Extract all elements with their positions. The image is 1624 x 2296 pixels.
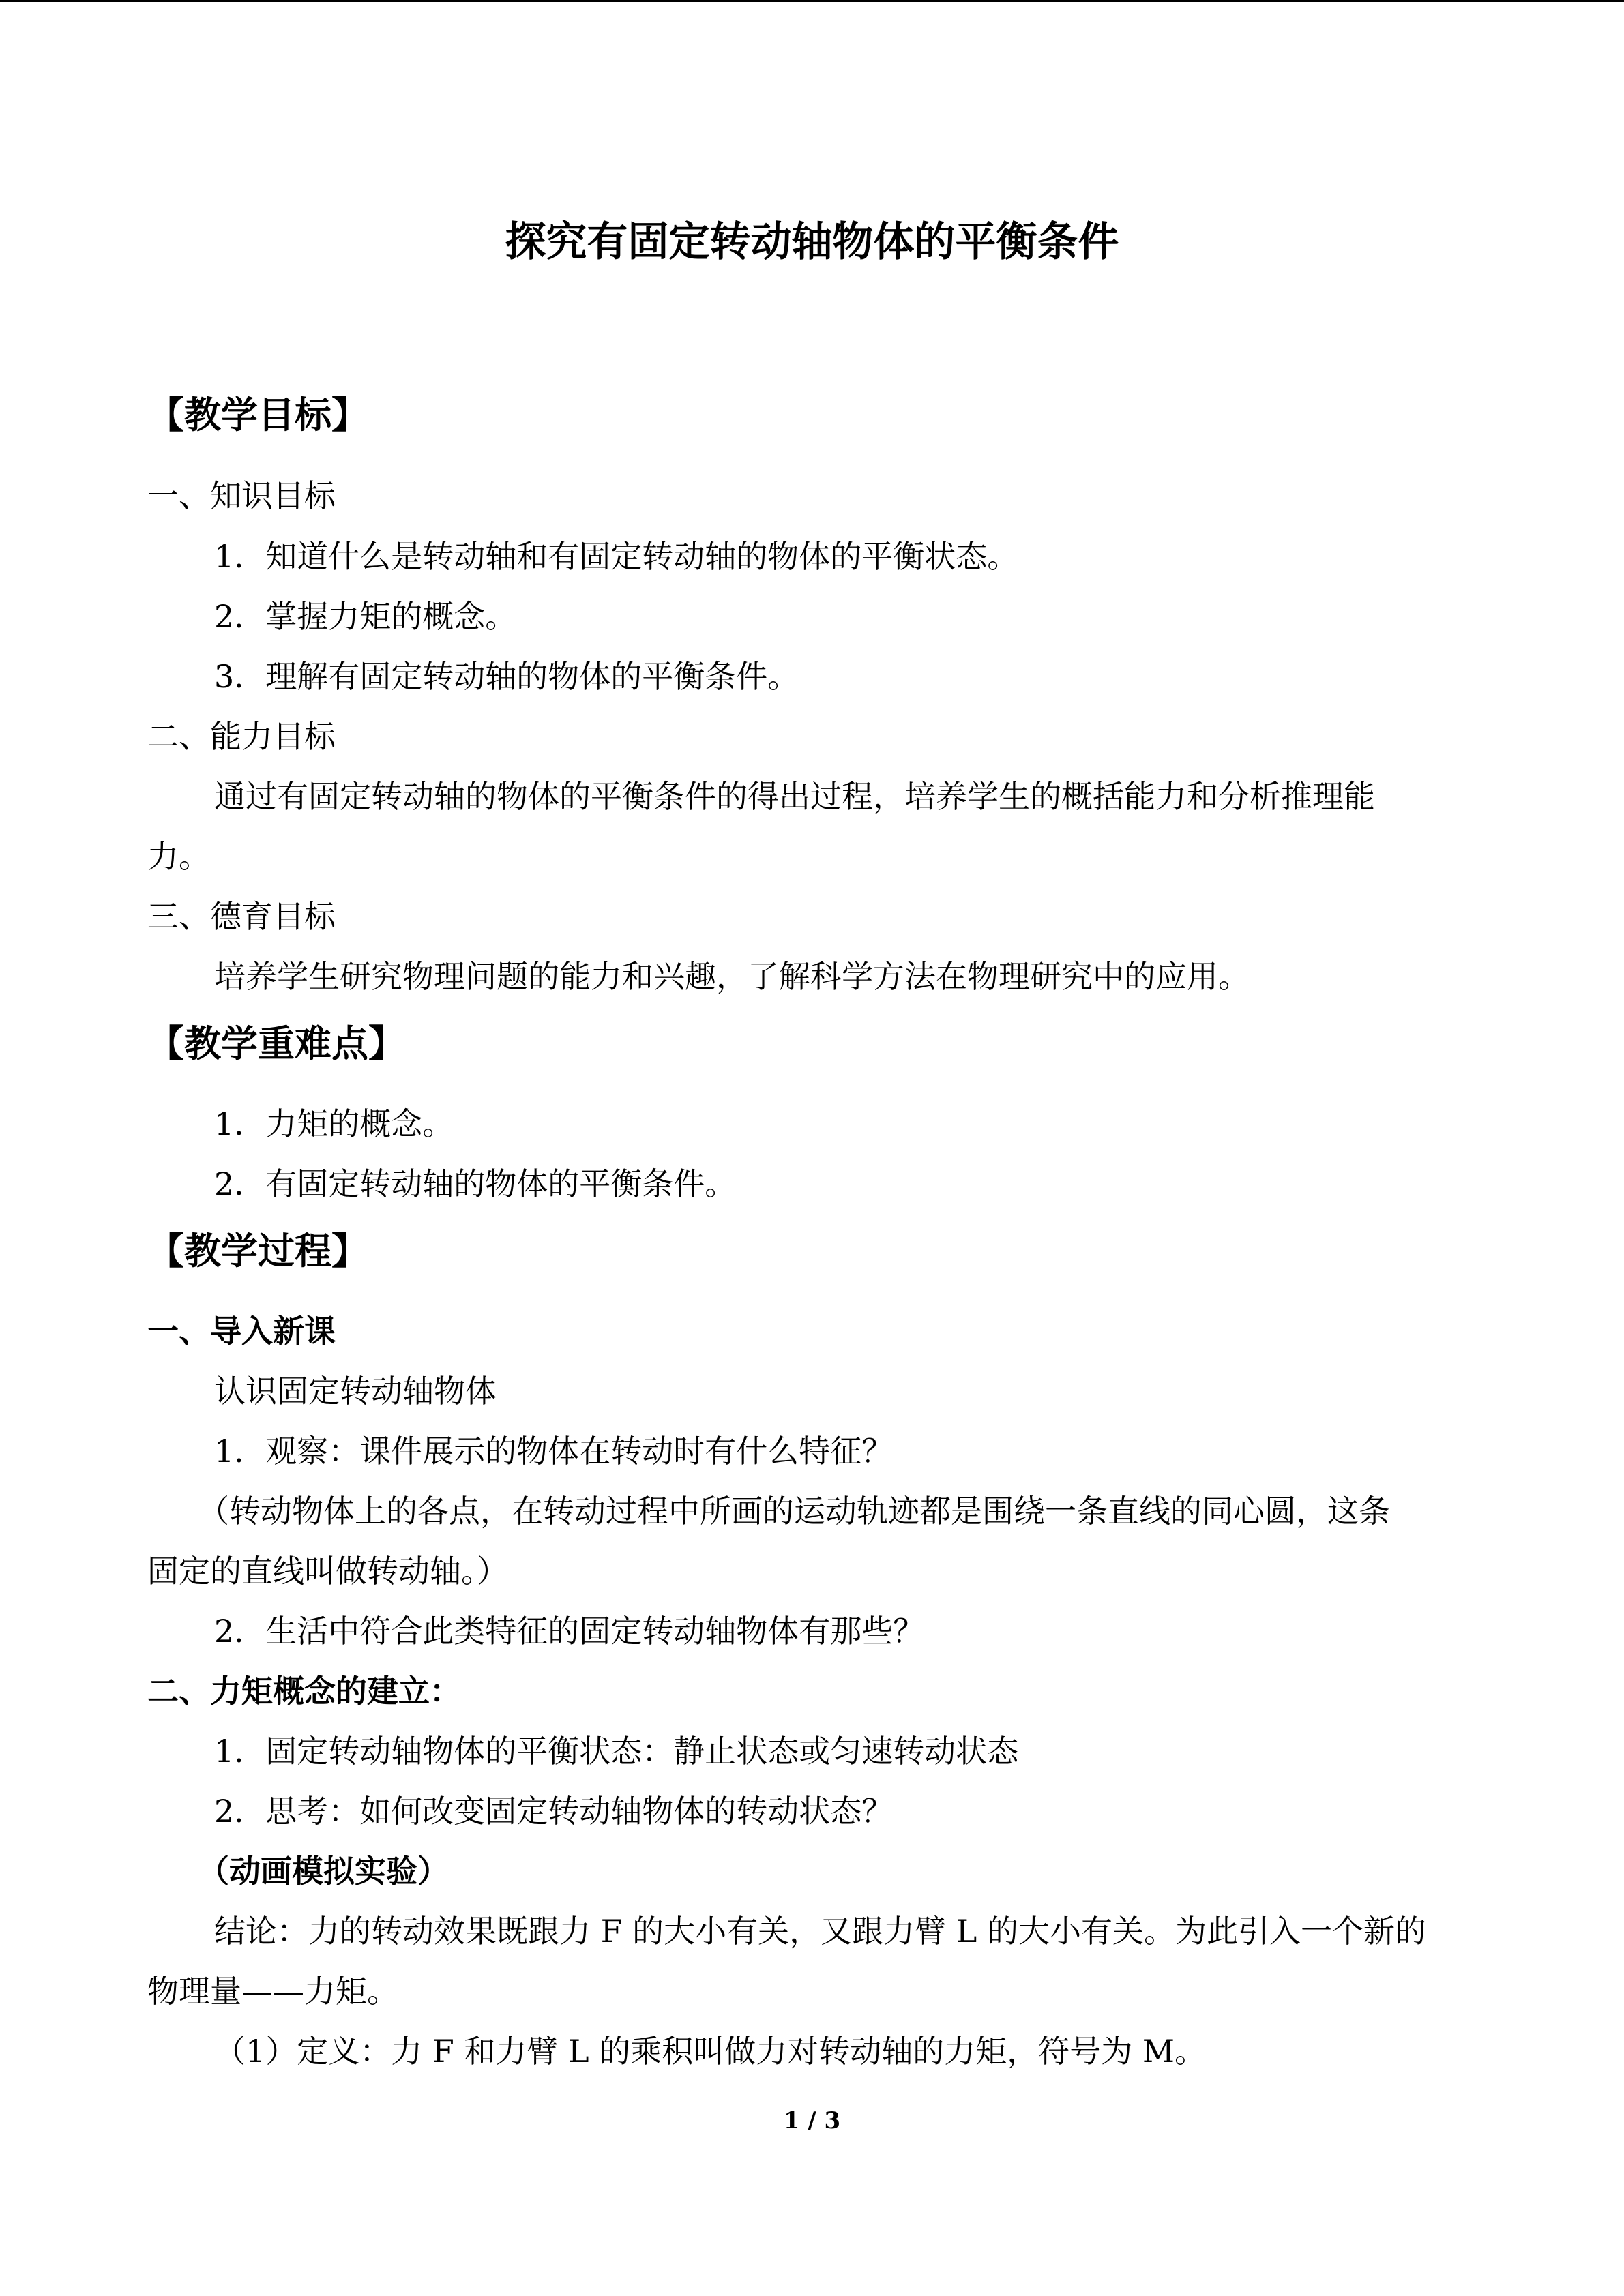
animation-note: （动画模拟实验） bbox=[198, 1853, 449, 1890]
knowledge-goal-item: 2．掌握力矩的概念。 bbox=[214, 598, 517, 635]
torque-heading: 二、力矩概念的建立： bbox=[147, 1673, 461, 1710]
knowledge-goal-item: 3．理解有固定转动轴的物体的平衡条件。 bbox=[214, 658, 799, 695]
ability-goals-heading: 二、能力目标 bbox=[147, 718, 336, 755]
knowledge-goal-item: 1．知道什么是转动轴和有固定转动轴的物体的平衡状态。 bbox=[214, 538, 1019, 575]
goals-heading: 【教学目标】 bbox=[147, 393, 368, 436]
torque-definition: （1）定义：力 F 和力臂 L 的乘积叫做力对转动轴的力矩，符号为 M。 bbox=[214, 2033, 1206, 2070]
intro-text: （转动物体上的各点，在转动过程中所画的运动轨迹都是围绕一条直线的同心圆，这条 bbox=[198, 1493, 1390, 1530]
torque-text: 2．思考：如何改变固定转动轴物体的转动状态？ bbox=[214, 1793, 894, 1830]
intro-text-cont: 固定的直线叫做转动轴。） bbox=[147, 1553, 508, 1590]
knowledge-goals-heading: 一、知识目标 bbox=[147, 477, 336, 514]
torque-conclusion-cont: 物理量——力矩。 bbox=[147, 1973, 398, 2010]
torque-text: 1．固定转动轴物体的平衡状态：静止状态或匀速转动状态 bbox=[214, 1733, 1019, 1770]
moral-goals-text: 培养学生研究物理问题的能力和兴趣，了解科学方法在物理研究中的应用。 bbox=[214, 958, 1250, 995]
key-point-item: 1．力矩的概念。 bbox=[214, 1105, 454, 1142]
moral-goals-heading: 三、德育目标 bbox=[147, 898, 336, 935]
intro-text: 认识固定转动轴物体 bbox=[214, 1373, 497, 1410]
ability-goals-text-cont: 力。 bbox=[147, 838, 210, 875]
intro-text: 1．观察：课件展示的物体在转动时有什么特征？ bbox=[214, 1433, 894, 1470]
key-point-item: 2．有固定转动轴的物体的平衡条件。 bbox=[214, 1165, 737, 1202]
ability-goals-text: 通过有固定转动轴的物体的平衡条件的得出过程，培养学生的概括能力和分析推理能 bbox=[214, 778, 1375, 815]
key-points-heading: 【教学重难点】 bbox=[147, 1022, 405, 1065]
process-heading: 【教学过程】 bbox=[147, 1229, 368, 1272]
page-number: 1 / 3 bbox=[783, 2107, 841, 2134]
intro-text: 2．生活中符合此类特征的固定转动轴物体有那些？ bbox=[214, 1613, 925, 1650]
torque-conclusion: 结论：力的转动效果既跟力 F 的大小有关，又跟力臂 L 的大小有关。为此引入一个新的 bbox=[214, 1913, 1426, 1950]
intro-heading: 一、导入新课 bbox=[147, 1313, 336, 1350]
document-title: 探究有固定转动轴物体的平衡条件 bbox=[505, 218, 1119, 266]
